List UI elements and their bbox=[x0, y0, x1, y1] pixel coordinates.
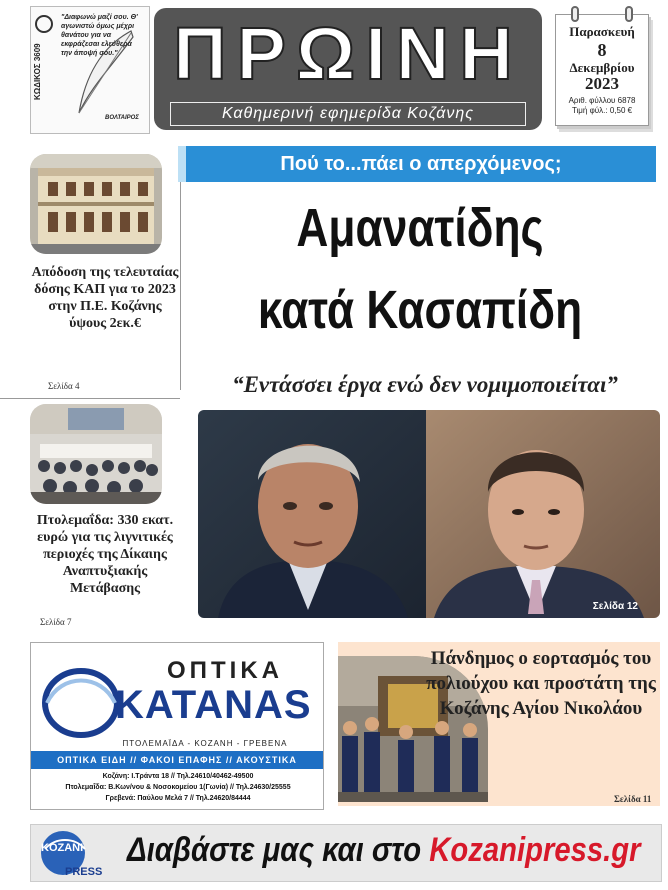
newspaper-subtitle: Καθημερινή εφημερίδα Κοζάνης bbox=[170, 102, 526, 126]
ad-towns: ΠΤΟΛΕΜΑΪΔΑ - ΚΟΖΑΝΗ - ΓΡΕΒΕΝΑ bbox=[122, 739, 288, 748]
masthead bbox=[154, 8, 542, 130]
issue-number: Αριθ. φύλλου 6878 bbox=[568, 96, 636, 105]
code-label: ΚΩΔΙΚΟΣ 3609 bbox=[33, 43, 42, 101]
date-month: Δεκεμβρίου bbox=[569, 60, 635, 75]
date-year: 2023 bbox=[585, 74, 619, 93]
banner-site-link[interactable]: Kozanipress.gr bbox=[429, 831, 641, 869]
optics-logo-icon bbox=[41, 663, 121, 743]
lead-page-ref: Σελίδα 12 bbox=[592, 601, 638, 612]
lead-kicker[interactable]: Πού το...πάει ο απερχόμενος; bbox=[186, 146, 656, 182]
side-story-1-photo bbox=[30, 154, 162, 254]
issue-price: Τιμή φύλ.: 0,50 € bbox=[571, 106, 633, 115]
quote-box bbox=[30, 6, 150, 134]
lead-photo bbox=[198, 410, 660, 618]
ad-brand-main: KATANAS bbox=[115, 683, 312, 727]
quote-text: "Διαφωνώ μαζί σου. Θ' αγωνιστώ όμως μέχρι θανάτου για να εκφράζεσαι ελεύθερα την άποψή σου." bbox=[61, 14, 138, 57]
column-divider bbox=[180, 150, 181, 390]
lead-subhead: “Εντάσσει έργα ενώ δεν νομιμοποιείται” bbox=[232, 372, 618, 397]
banner-prefix: Διαβάστε μας και στο bbox=[127, 831, 430, 869]
festival-text[interactable]: Πάνδημος ο εορτασμός του πολιούχου και προστάτη της Κοζάνης Αγίου Νικολάου bbox=[426, 648, 656, 719]
side-story-1-page: Σελίδα 4 bbox=[48, 381, 80, 391]
calendar-ring-icon bbox=[571, 6, 579, 22]
kozanipress-banner[interactable] bbox=[30, 824, 662, 882]
festival-page-ref: Σελίδα 11 bbox=[614, 794, 652, 804]
date-card bbox=[549, 4, 653, 134]
side-story-2-photo bbox=[30, 404, 162, 504]
banner-text bbox=[127, 831, 640, 870]
ad-address-2: Πτολεμαΐδα: Β.Κων/νου & Νοσοκομείου 1(Γωνία) // Τηλ.24630/25555 bbox=[65, 784, 291, 791]
ad-address-1: Κοζάνη: Ι.Τράντα 18 // Τηλ.24610/40462-49500 bbox=[102, 773, 254, 780]
side-story-2-text[interactable]: Πτολεμαΐδα: 330 εκατ. ευρώ για τις λιγνιτικές περιοχές της Δίκαιης Αναπτυξιακής Μετάβασης bbox=[36, 513, 174, 596]
logo-bottom-text: PRESS bbox=[65, 866, 103, 878]
newspaper-title: ΠΡΩΙΝΗ bbox=[173, 12, 523, 95]
optics-ad[interactable] bbox=[30, 642, 324, 810]
side-story-1-text[interactable]: Απόδοση της τελευταίας δόσης ΚΑΠ για το 2023 στην Π.Ε. Κοζάνης ύψους 2εκ.€ bbox=[31, 265, 179, 331]
kozanipress-logo-icon bbox=[35, 829, 121, 879]
headline-line-2: κατά Κασαπίδη bbox=[257, 280, 583, 340]
kicker-accent bbox=[178, 146, 186, 182]
ad-brand-top: ΟΠΤΙΚΑ bbox=[167, 657, 283, 684]
date-day: 8 bbox=[597, 40, 607, 60]
logo-top-text: KOZANI bbox=[41, 842, 84, 854]
quote-author: ΒΟΛΤΑΙΡΟΣ bbox=[105, 115, 139, 121]
calendar-ring-icon bbox=[625, 6, 633, 22]
ad-address-3: Γρεβενά: Παύλου Μελά 7 // Τηλ.24620/84444 bbox=[105, 795, 251, 802]
side-story-2-page: Σελίδα 7 bbox=[40, 617, 72, 627]
ad-services: ΟΠΤΙΚΑ ΕΙΔΗ // ΦΑΚΟΙ ΕΠΑΦΗΣ // ΑΚΟΥΣΤΙΚΑ bbox=[31, 751, 323, 769]
lead-headline[interactable] bbox=[240, 196, 601, 342]
story-divider bbox=[0, 398, 180, 399]
headline-line-1: Αμανατίδης bbox=[296, 198, 544, 258]
date-weekday: Παρασκευή bbox=[569, 24, 635, 39]
